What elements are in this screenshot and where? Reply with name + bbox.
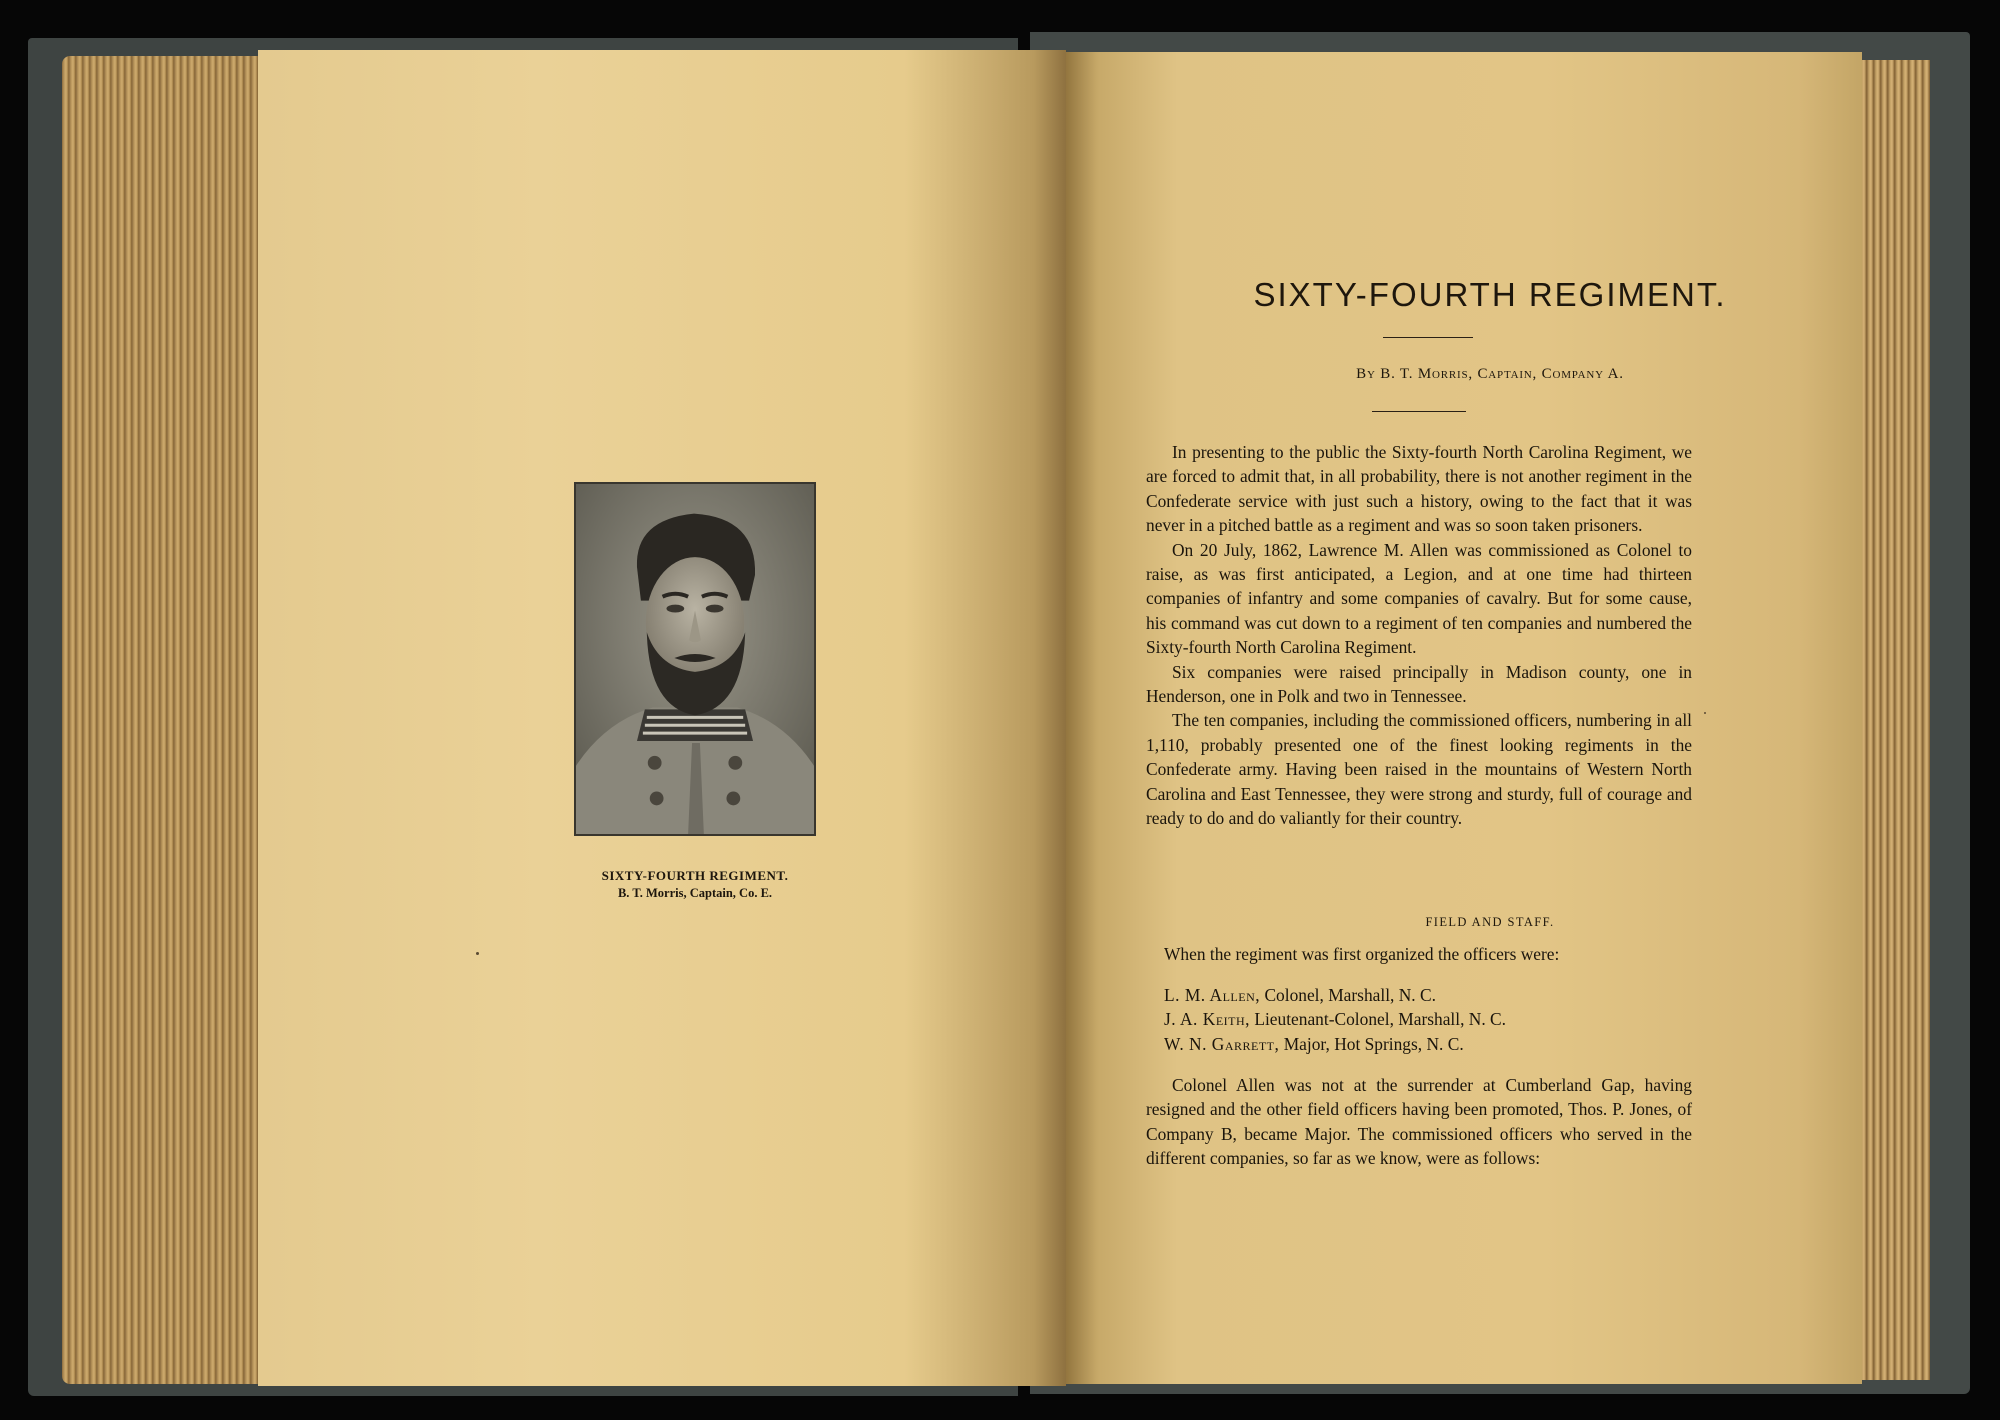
officer-details: Colonel, Marshall, N. C. — [1260, 985, 1436, 1005]
portrait-caption-title: SIXTY-FOURTH REGIMENT. — [601, 868, 789, 883]
officer-name: L. M. Allen, — [1164, 985, 1261, 1005]
body-text-block-2 — [1146, 1073, 1692, 1171]
page-edges-left — [62, 56, 260, 1384]
officer-details: Major, Hot Springs, N. C. — [1279, 1033, 1464, 1054]
portrait-photograph — [574, 482, 816, 836]
body-text-block-1 — [1146, 440, 1692, 831]
page-edges-right — [1860, 60, 1930, 1380]
paragraph: On 20 July, 1862, Lawrence M. Allen was commissioned as Colonel to raise, as was first anticipated, a Legion, and at one time had thirteen companies of infantry and some companies of cavalry. But for some cause, his command was cut down to a regiment of ten companies and numbered the Sixty-fourth North Carolina Regiment. — [1146, 539, 1692, 658]
officer-name: J. A. Keith, — [1164, 1009, 1250, 1030]
chapter-title: SIXTY-FOURTH REGIMENT. — [1253, 276, 1727, 313]
section-heading: FIELD AND STAFF. — [1425, 915, 1555, 929]
paragraph: In presenting to the public the Sixty-fourth North Carolina Regiment, we are forced to admit that, in all probability, there is not another regiment in the Confederate service with just such a history, owing to the fact that it was never in a pitched battle as a regiment and was so soon taken prisoners. — [1146, 442, 1692, 536]
paragraph: Colonel Allen was not at the surrender at Cumberland Gap, having resigned and the other field officers having been promoted, Thos. P. Jones, of Company B, became Major. The commissioned officers who served in the different companies, so far as we know, were as follows: — [1146, 1075, 1692, 1169]
portrait-caption-subtitle: B. T. Morris, Captain, Co. E. — [617, 886, 773, 900]
portrait-image — [576, 484, 814, 834]
officer-entry — [1164, 983, 1506, 1007]
officer-entry — [1164, 1032, 1506, 1056]
officers-intro: When the regiment was first organized the officers were: — [1164, 944, 1560, 964]
officer-name: W. N. Garrett, — [1164, 1033, 1280, 1054]
officers-list — [1164, 983, 1506, 1056]
paragraph: Six companies were raised principally in Madison county, one in Henderson, one in Polk and two in Tennessee. — [1146, 661, 1692, 707]
officer-details: Lieutenant-Colonel, Marshall, N. C. — [1250, 1009, 1506, 1030]
byline-rule — [1372, 411, 1466, 412]
byline: By B. T. Morris, Captain, Company A. — [1356, 366, 1624, 382]
title-rule — [1383, 337, 1473, 338]
paper-speck — [476, 952, 479, 955]
paper-speck — [1704, 712, 1706, 714]
officer-entry — [1164, 1007, 1506, 1031]
paragraph: The ten companies, including the commissioned officers, numbering in all 1,110, probably presented one of the finest looking regiments in the Confederate army. Having been raised in the mountains of Western North Carolina and East Tennessee, they were strong and sturdy, full of courage and ready to do and do valiantly for their country. — [1146, 710, 1692, 829]
